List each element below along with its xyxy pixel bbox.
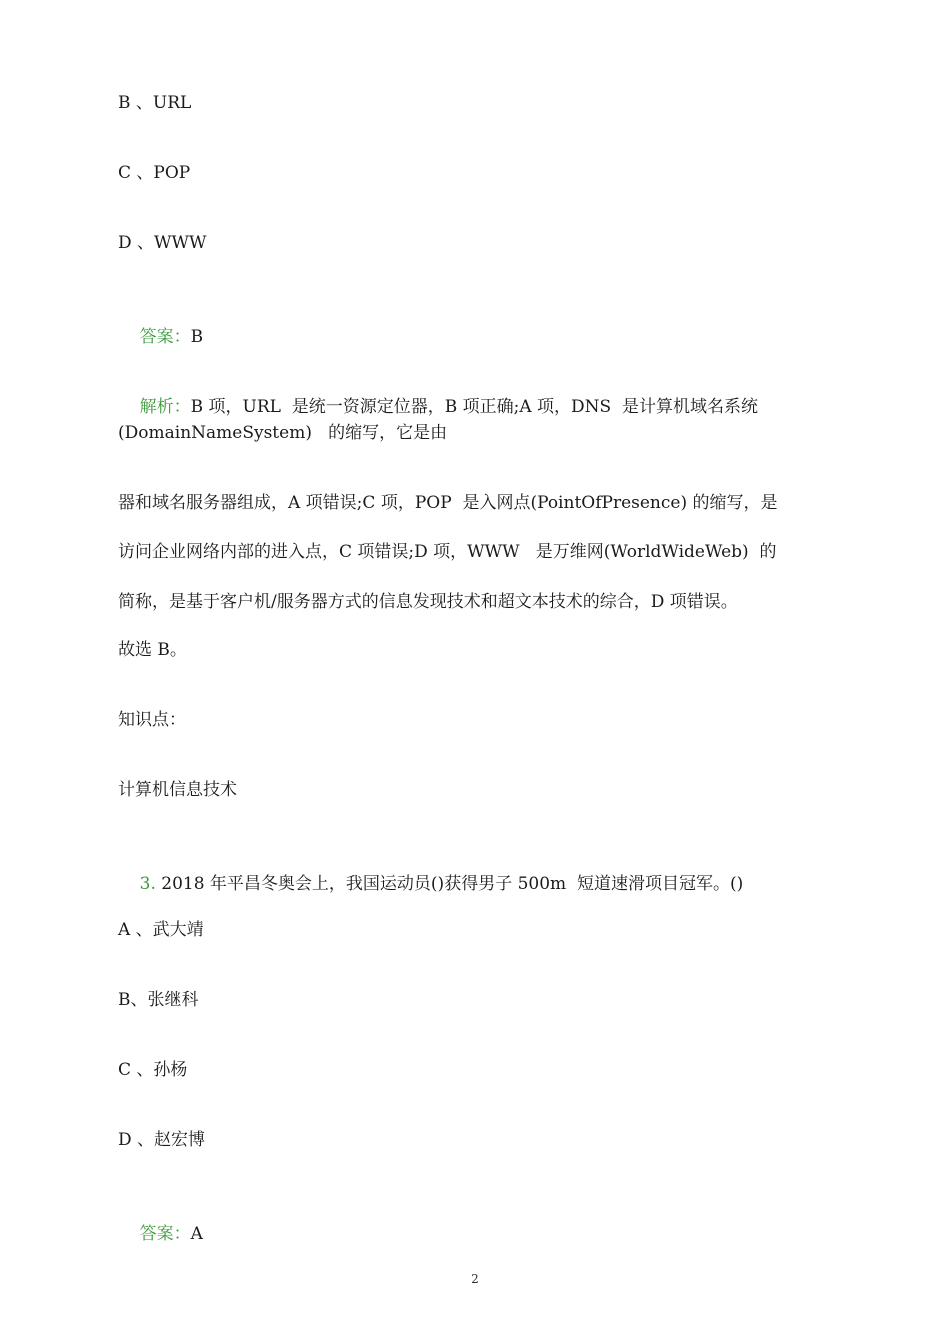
- q3-answer-label: 答案：: [139, 1224, 191, 1244]
- answer-line: [118, 301, 203, 373]
- page-number: 2: [471, 1272, 479, 1286]
- question-text: 2018 年平昌冬奥会上，我国运动员()获得男子 500m 短道速滑项目冠军。(): [155, 874, 744, 894]
- knowledge-value: 计算机信息技术: [118, 780, 237, 800]
- analysis-line-3: 器和域名服务器组成，A 项错误;C 项，POP 是入网点(PointOfPresence) 的缩写，是: [118, 493, 778, 513]
- analysis-text-1: B 项，URL 是统一资源定位器，B 项正确;A 项，DNS 是计算机域名系统: [190, 397, 759, 417]
- analysis-line-4: 访问企业网络内部的进入点，C 项错误;D 项，WWW 是万维网(WorldWideWeb) 的: [118, 542, 777, 562]
- option-b: B 、URL: [118, 93, 192, 113]
- answer-value: B: [190, 327, 204, 347]
- question-number: 3.: [139, 874, 156, 894]
- analysis-line-5: 简称，是基于客户机/服务器方式的信息发现技术和超文本技术的综合，D 项错误。: [118, 592, 738, 612]
- q3-option-b: B、张继科: [118, 990, 199, 1010]
- knowledge-label: 知识点：: [118, 710, 186, 730]
- q3-option-d: D 、赵宏博: [118, 1130, 206, 1150]
- analysis-line-6: 故选 B。: [118, 640, 187, 660]
- q3-option-a: A 、武大靖: [118, 920, 204, 940]
- q3-answer-value: A: [190, 1224, 203, 1244]
- q3-answer-line: [118, 1198, 203, 1270]
- option-d: D 、WWW: [118, 233, 207, 253]
- answer-label: 答案：: [139, 327, 191, 347]
- question-3: [118, 848, 743, 920]
- analysis-label: 解析：: [139, 397, 191, 417]
- analysis-line-2: (DomainNameSystem) 的缩写，它是由: [118, 423, 448, 443]
- q3-option-c: C 、孙杨: [118, 1060, 188, 1080]
- option-c: C 、POP: [118, 163, 191, 183]
